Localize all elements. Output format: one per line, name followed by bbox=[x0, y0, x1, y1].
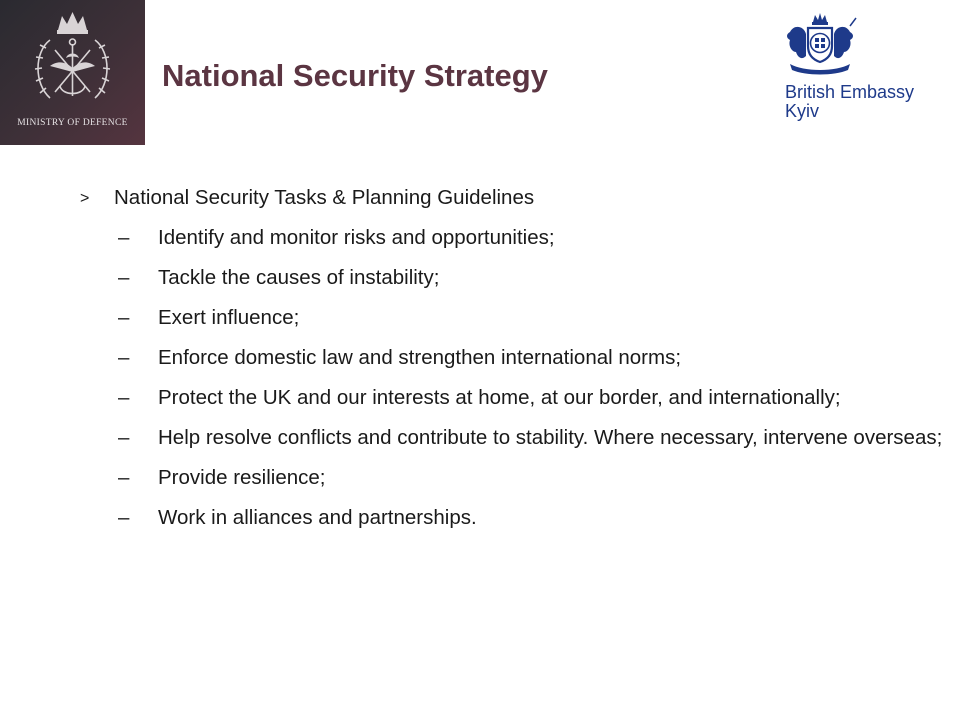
list-item-text: Protect the UK and our interests at home, at our border, and internationally; bbox=[158, 386, 841, 409]
slide-title: National Security Strategy bbox=[162, 58, 548, 93]
dash-marker: – bbox=[118, 306, 130, 329]
dash-marker: – bbox=[118, 266, 130, 289]
list-item-text: Exert influence; bbox=[158, 306, 300, 329]
dash-marker: – bbox=[118, 346, 130, 369]
list-item-text: Tackle the causes of instability; bbox=[158, 266, 440, 289]
dash-marker: – bbox=[118, 466, 130, 489]
embassy-name-line1: British Embassy bbox=[785, 82, 915, 102]
list-item bbox=[80, 265, 950, 291]
list-item bbox=[80, 345, 950, 371]
list-item bbox=[80, 505, 950, 531]
bullet-marker: > bbox=[80, 190, 90, 207]
british-embassy-logo bbox=[776, 12, 946, 122]
list-item bbox=[80, 385, 950, 411]
list-item bbox=[80, 425, 950, 451]
list-item bbox=[80, 305, 950, 331]
dash-marker: – bbox=[118, 506, 130, 529]
dash-marker: – bbox=[118, 386, 130, 409]
ministry-of-defence-logo bbox=[0, 0, 145, 145]
bullet-heading-text: National Security Tasks & Planning Guidelines bbox=[114, 186, 535, 209]
list-item-text: Help resolve conflicts and contribute to stability. Where necessary, intervene overseas; bbox=[158, 426, 943, 449]
bullet-heading bbox=[80, 185, 950, 211]
dash-marker: – bbox=[118, 226, 130, 249]
list-item-text: Enforce domestic law and strengthen international norms; bbox=[158, 346, 682, 369]
list-item bbox=[80, 225, 950, 251]
list-item bbox=[80, 465, 950, 491]
mod-label: MINISTRY OF DEFENCE bbox=[17, 118, 128, 128]
list-item-text: Provide resilience; bbox=[158, 466, 326, 489]
embassy-name bbox=[785, 83, 914, 121]
dash-marker: – bbox=[118, 426, 130, 449]
list-item-text: Work in alliances and partnerships. bbox=[158, 506, 477, 529]
royal-coat-of-arms-icon bbox=[780, 12, 860, 78]
embassy-name-line2: Kyiv bbox=[785, 101, 820, 121]
list-item-text: Identify and monitor risks and opportunities; bbox=[158, 226, 555, 249]
slide-body bbox=[80, 185, 950, 545]
